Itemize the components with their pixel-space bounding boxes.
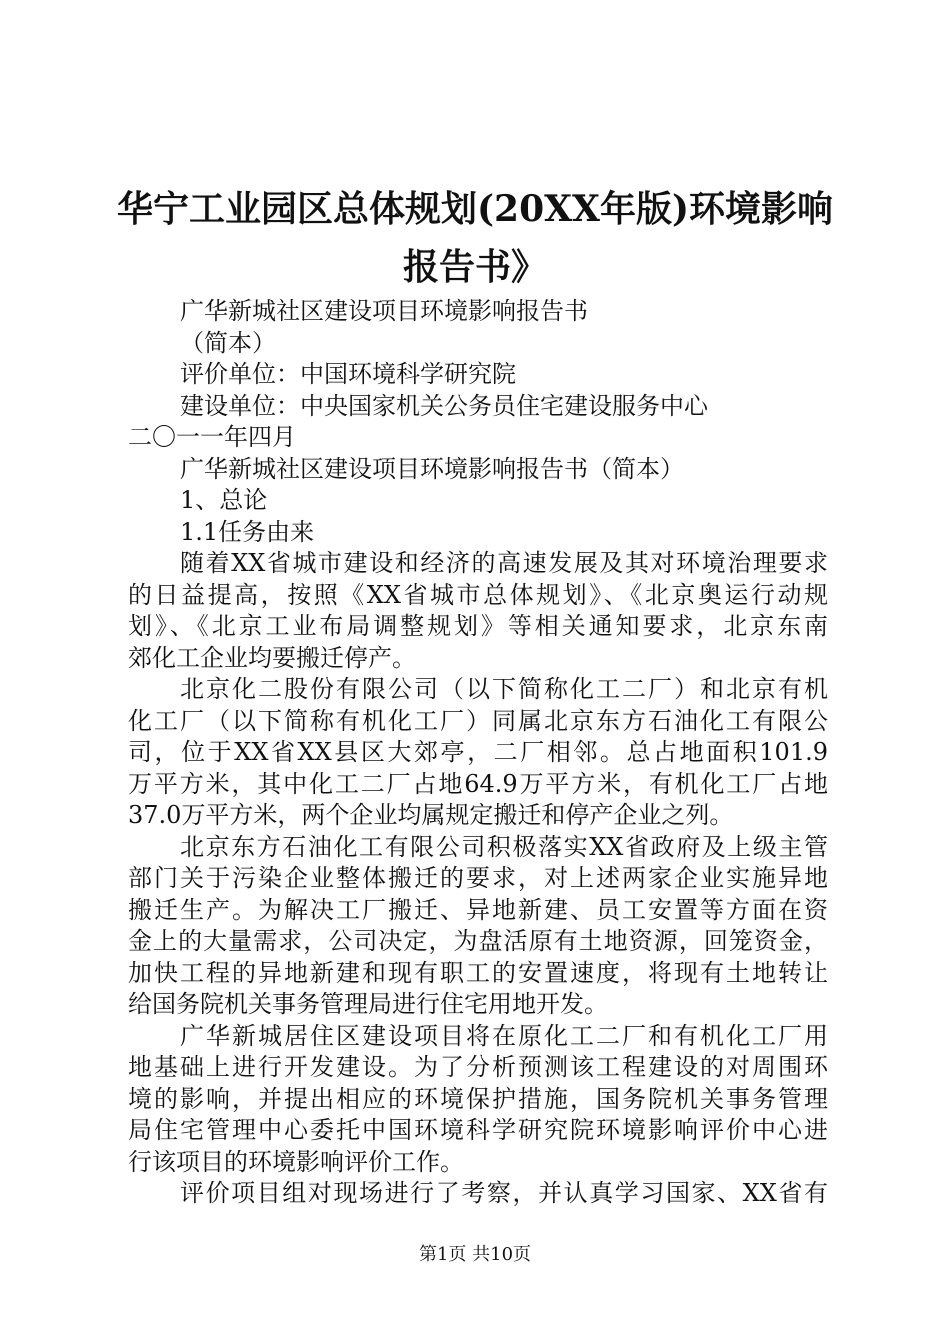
document-title-line-2: 报告书》	[402, 246, 547, 288]
paragraph-line: 郊化工企业均要搬迁停产。	[128, 643, 416, 672]
paragraph-line: 划》、《北京工业布局调整规划》等相关通知要求，北京东南	[128, 612, 828, 640]
paragraph-line: 北京东方石油化工有限公司积极落实XX省政府及上级主管	[180, 832, 828, 861]
paragraph-line: 万平方米，其中化工二厂占地64.9万平方米，有机化工厂占地	[128, 769, 828, 798]
paragraph-line: 加快工程的异地新建和现有职工的安置速度，将现有土地转让	[128, 958, 828, 987]
paragraph-line: 行该项目的环境影响评价工作。	[128, 1147, 464, 1176]
paragraph-line: 司，位于XX省XX县区大郊亭，二厂相邻。总占地面积101.9	[128, 738, 828, 766]
paragraph-line: 的日益提高，按照《XX省城市总体规划》、《北京奥运行动规	[128, 580, 828, 609]
paragraph-line: 37.0万平方米，两个企业均属规定搬迁和停产企业之列。	[128, 801, 734, 829]
page-number: 第1页 共10页	[418, 1244, 532, 1265]
report-edition: （简本）	[180, 328, 276, 357]
paragraph-line: 给国务院机关事务管理局进行住宅用地开发。	[128, 990, 608, 1018]
paragraph-line: 搬迁生产。为解决工厂搬迁、异地新建、员工安置等方面在资	[128, 895, 828, 924]
paragraph-line: 金上的大量需求，公司决定，为盘活原有土地资源，回笼资金，	[128, 927, 828, 955]
paragraph-line: 北京化二股份有限公司（以下简称化工二厂）和北京有机	[180, 675, 828, 703]
paragraph-line: 局住宅管理中心委托中国环境科学研究院环境影响评价中心进	[128, 1116, 828, 1144]
assessment-unit: 评价单位：中国环境科学研究院	[180, 360, 516, 388]
section-heading: 1、总论	[180, 486, 268, 514]
report-name-repeat: 广华新城社区建设项目环境影响报告书（简本）	[180, 454, 684, 483]
construction-unit: 建设单位：中央国家机关公务员住宅建设服务中心	[180, 391, 708, 420]
report-name: 广华新城社区建设项目环境影响报告书	[180, 297, 588, 325]
paragraph-line: 评价项目组对现场进行了考察，并认真学习国家、XX省有	[180, 1179, 828, 1207]
paragraph-line: 化工厂（以下简称有机化工厂）同属北京东方石油化工有限公	[128, 706, 828, 735]
subsection-heading: 1.1任务由来	[180, 517, 315, 546]
paragraph-line: 随着XX省城市建设和经济的高速发展及其对环境治理要求	[180, 549, 828, 577]
paragraph-line: 境的影响，并提出相应的环境保护措施，国务院机关事务管理	[128, 1084, 828, 1113]
paragraph-line: 广华新城居住区建设项目将在原化工二厂和有机化工厂用	[180, 1021, 828, 1050]
report-date: 二〇一一年四月	[128, 423, 296, 451]
document-body	[128, 296, 828, 1210]
document-title-line-1: 华宁工业园区总体规划(20XX年版)环境影响	[116, 188, 834, 230]
paragraph-line: 部门关于污染企业整体搬迁的要求，对上述两家企业实施异地	[128, 864, 828, 892]
paragraph-line: 地基础上进行开发建设。为了分析预测该工程建设的对周围环	[128, 1053, 828, 1081]
